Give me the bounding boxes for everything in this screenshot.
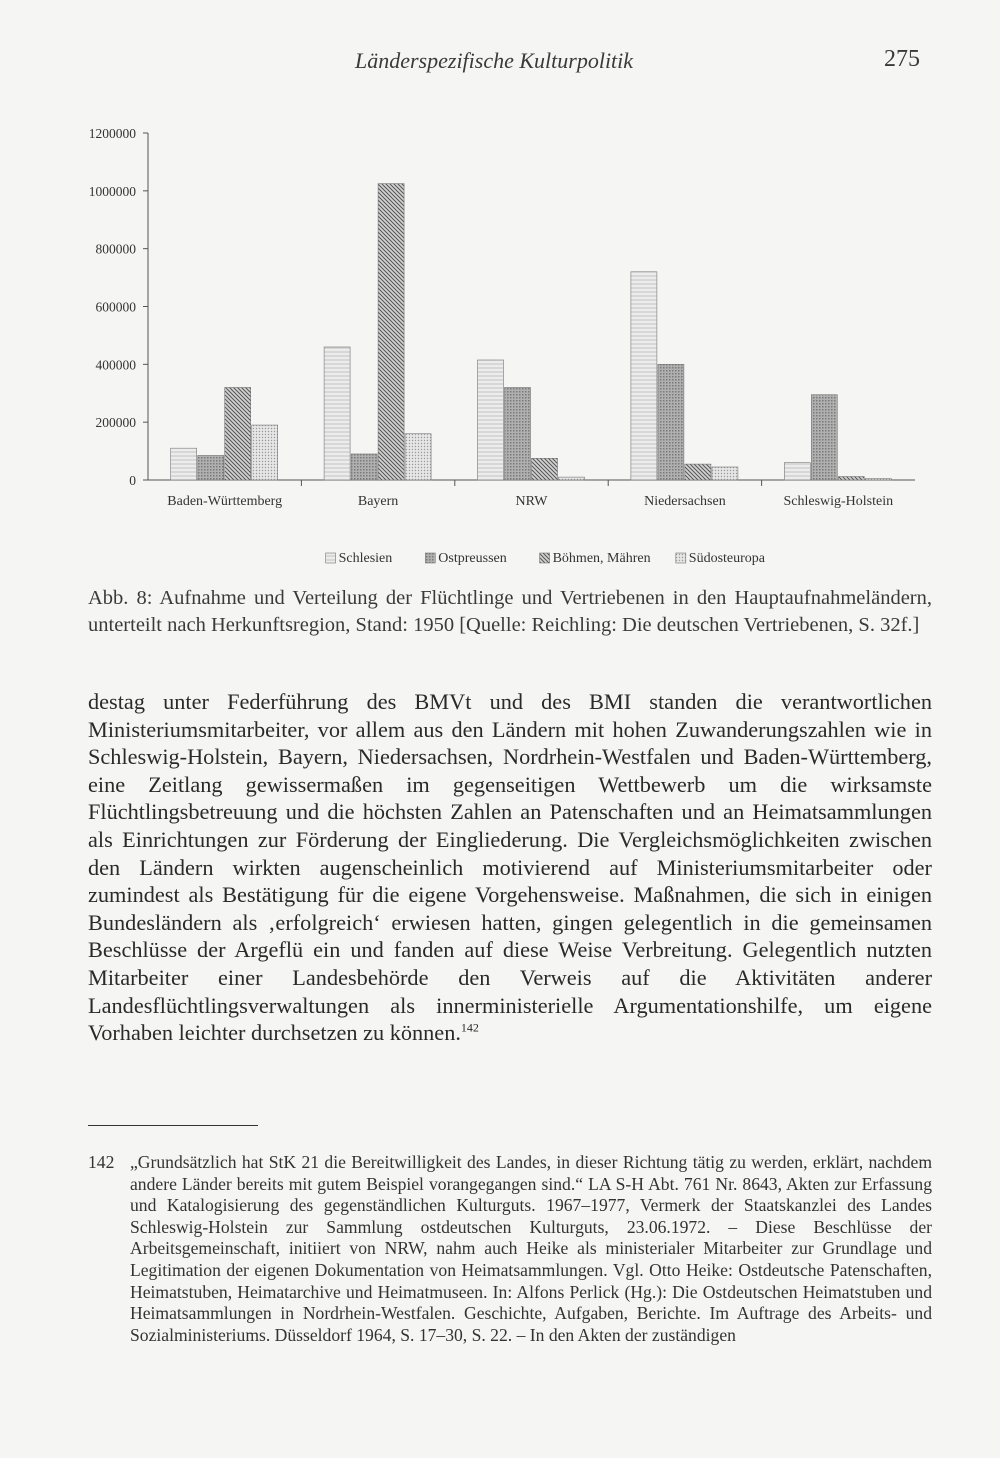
- body-text: [88, 688, 932, 1047]
- body-paragraph: [88, 688, 932, 1047]
- category-label: Schleswig-Holstein: [783, 494, 894, 509]
- page-number: 275: [884, 46, 920, 72]
- y-tick-label: 200000: [95, 415, 136, 431]
- bar: [252, 425, 278, 480]
- bar: [378, 184, 404, 480]
- bar: [324, 347, 350, 480]
- legend-label: Böhmen, Mähren: [552, 551, 651, 566]
- footnote: [88, 1152, 932, 1346]
- y-tick-label: 0: [129, 473, 136, 488]
- y-tick-label: 800000: [95, 241, 136, 257]
- paragraph-text: destag unter Federführung des BMVt und des BMI standen die verantwortlichen Ministeriumsmitarbeiter, vor allem aus den Ländern mit hohen Zuwanderungszahlen wie in Schleswig-Holstein, Bayern, Niedersachsen, Nordrhein-Westfalen und Baden-Württemberg, eine Zeitlang gewissermaßen im gegenseitigen Wettbewerb um die wirksamste Flüchtlingsbetreuung und die höchsten Zahlen an Patenschaften und an Heimatsammlungen als Einrichtungen zur Förderung der Eingliederung. Die Vergleichsmöglichkeiten zwischen den Ländern wirkten augenscheinlich motivierend auf Ministeriumsmitarbeiter oder zumindest als Bestätigung für die eigene Vorgehensweise. Maßnahmen, die sich in einigen Bundesländern als ‚erfolgreich‘ erwiesen hatten, gingen gelegentlich in die gemeinsamen Beschlüsse der Argeflü ein und fanden auf diese Weise Verbreitung. Gelegentlich nutzten Mitarbeiter einer Landesbehörde den Verweis auf die Aktivitäten anderer Landesflüchtlingsverwaltungen als innerministerielle Argumentationshilfe, um eigene Vorhaben leichter durchsetzen zu können.: [88, 689, 932, 1046]
- bar: [631, 272, 657, 480]
- legend-swatch: [425, 553, 435, 563]
- footnote-text: „Grundsätzlich hat StK 21 die Bereitwilligkeit des Landes, in dieser Richtung tätig zu werden, erklärt, nachdem andere Länder bereits mit gutem Beispiel vorangegangen sind.“ LA S-H Abt. 761 Nr. 8643, Akten zur Erfassung und Katalogisierung des gegenständlichen Kulturguts. 1967–1977, Vermerk der Staatskanzlei des Landes Schleswig-Holstein zur Sammlung ostdeutschen Kulturguts, 23.06.1972. – Diese Beschlüsse der Arbeitsgemeinschaft, initiiert von NRW, nahm auch Heike als ministerialer Mitarbeiter zur Grundlage und Legitimation der eigenen Dokumentation von Heimatsammlungen. Vgl. Otto Heike: Ostdeutsche Patenschaften, Heimatstuben, Heimatarchive und Heimatmuseen. In: Alfons Perlick (Hg.): Die Ostdeutschen Heimatstuben und Heimatsammlungen in Nordrhein-Westfalen. Geschichte, Aufgaben, Berichte. Im Auftrage des Arbeits- und Sozialministeriums. Düsseldorf 1964, S. 17–30, S. 22. – In den Akten der zuständigen: [130, 1152, 932, 1345]
- footnote-number: 142: [88, 1152, 115, 1172]
- bar: [865, 479, 891, 480]
- bar: [505, 387, 531, 480]
- bar: [685, 464, 711, 480]
- footnote-reference: 142: [460, 1020, 479, 1035]
- y-tick-label: 1200000: [88, 126, 136, 141]
- legend-swatch: [540, 553, 550, 563]
- bar: [784, 463, 810, 480]
- bar: [658, 364, 684, 480]
- category-label: Bayern: [357, 494, 399, 509]
- legend-label: Schlesien: [338, 551, 393, 566]
- running-head: Länderspezifische Kulturpolitik: [355, 48, 634, 73]
- category-label: Baden-Württemberg: [167, 494, 283, 509]
- legend-label: Südosteuropa: [688, 551, 766, 566]
- figure-caption: Abb. 8: Aufnahme und Verteilung der Flüchtlinge und Vertriebenen in den Hauptaufnahmeländern, unterteilt nach Herkunftsregion, Stand: 1950 [Quelle: Reichling: Die deutschen Vertriebenen, S. 32f.]: [88, 587, 932, 636]
- y-tick-label: 400000: [95, 357, 136, 373]
- bar: [811, 395, 837, 480]
- category-label: Niedersachsen: [644, 494, 726, 509]
- bar: [712, 467, 738, 480]
- bar: [198, 455, 224, 480]
- bar: [838, 477, 864, 480]
- bar: [225, 387, 251, 480]
- bar-chart: [60, 118, 940, 578]
- bar: [478, 360, 504, 480]
- legend-swatch: [326, 553, 336, 563]
- y-tick-label: 600000: [95, 299, 136, 315]
- legend-swatch: [676, 553, 686, 563]
- bar: [559, 477, 585, 480]
- category-label: NRW: [515, 494, 548, 509]
- bar: [351, 454, 377, 480]
- footnote-divider: [88, 1125, 258, 1126]
- bar: [532, 458, 558, 480]
- bar: [405, 434, 431, 480]
- y-tick-label: 1000000: [88, 183, 136, 199]
- legend-label: Ostpreussen: [438, 551, 507, 566]
- bar: [171, 448, 197, 480]
